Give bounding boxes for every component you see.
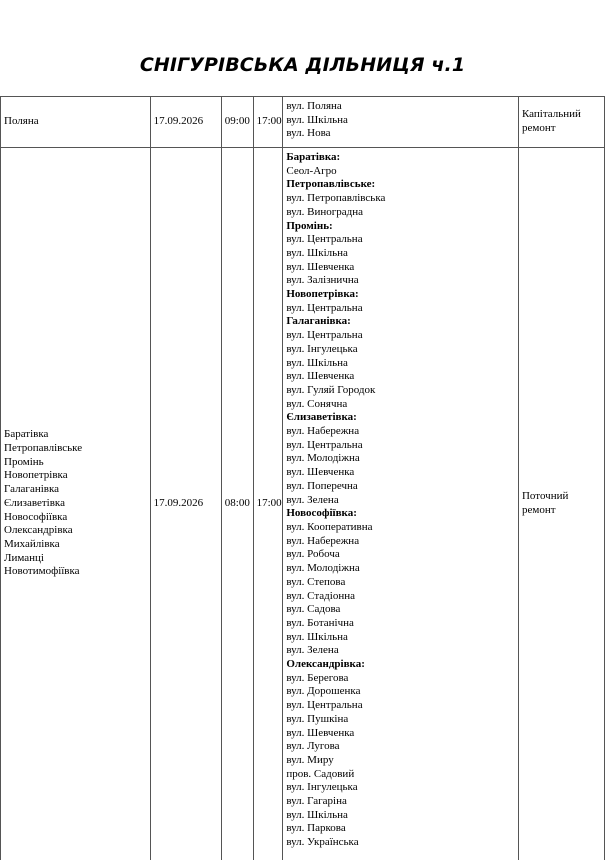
end-time-cell: 17:00 xyxy=(253,148,283,860)
work-type-text: Поточний xyxy=(521,490,569,503)
street-item: вул. Нова xyxy=(286,127,331,140)
start-time-cell: 08:00 xyxy=(221,148,253,860)
street-item: вул. Шевченка xyxy=(286,466,355,479)
street-item: вул. Шевченка xyxy=(286,370,355,383)
settlement-heading: Промінь: xyxy=(286,219,333,232)
street-item: вул. Центральна xyxy=(286,329,363,342)
street-item: вул. Миру xyxy=(286,753,334,766)
settlement-name: Баратівка xyxy=(4,428,49,441)
table-row xyxy=(1,148,605,860)
settlement-heading: Новопетрівка: xyxy=(286,288,359,301)
street-item: вул. Кооперативна xyxy=(286,520,373,533)
streets-cell xyxy=(283,148,519,860)
street-item: вул. Шкільна xyxy=(286,113,348,126)
settlement-name: Галаганівка xyxy=(4,483,60,496)
street-item: вул. Шкільна xyxy=(286,356,348,369)
street-item: вул. Набережна xyxy=(286,534,360,547)
settlements-cell xyxy=(1,148,151,860)
street-item: вул. Центральна xyxy=(286,438,363,451)
settlement-heading: Петропавлівське: xyxy=(286,178,376,191)
work-type-text: ремонт xyxy=(521,122,556,134)
settlement-name: Поляна xyxy=(4,115,39,128)
street-item: вул. Стадіонна xyxy=(286,589,355,602)
settlement-name: Новософіївка xyxy=(4,510,68,523)
outage-schedule-table xyxy=(0,96,605,860)
settlement-heading: Баратівка: xyxy=(286,151,341,163)
street-item: пров. Садовий xyxy=(286,767,355,780)
settlement-name: Михайлівка xyxy=(4,538,60,550)
settlement-name: Новопетрівка xyxy=(4,469,68,482)
work-type-cell xyxy=(518,148,604,860)
streets-cell xyxy=(283,97,519,148)
street-item: вул. Набережна xyxy=(286,425,360,438)
work-type-text: ремонт xyxy=(521,503,556,516)
settlement-name: Новотимофіївка xyxy=(4,565,80,578)
street-item: вул. Центральна xyxy=(286,699,363,712)
street-item: вул. Зелена xyxy=(286,493,339,506)
settlement-heading: Олександрівка: xyxy=(286,658,365,671)
street-item: вул. Залізнична xyxy=(286,274,359,287)
settlements-cell xyxy=(1,97,151,148)
settlement-name: Олександрівка xyxy=(4,524,73,537)
street-item: вул. Інгулецька xyxy=(286,342,358,355)
settlement-heading: Новософіївка: xyxy=(286,507,357,520)
street-item: вул. Шкільна xyxy=(286,246,348,259)
street-item: вул. Степова xyxy=(286,575,346,588)
street-item: вул. Лугова xyxy=(286,740,340,753)
settlement-heading: Єлизаветівка: xyxy=(286,411,357,424)
street-item: вул. Інгулецька xyxy=(286,781,358,794)
street-item: вул. Петропавлівська xyxy=(286,192,386,205)
street-item: вул. Пушкіна xyxy=(286,712,349,725)
street-item: вул. Молодіжна xyxy=(286,562,360,575)
street-item: вул. Шевченка xyxy=(286,726,355,739)
document-title: СНІГУРІВСЬКА ДІЛЬНИЦЯ ч.1 xyxy=(139,54,466,76)
street-item: вул. Ботанічна xyxy=(286,616,354,629)
street-item: вул. Поляна xyxy=(286,100,342,112)
street-item: вул. Робоча xyxy=(286,548,340,561)
work-type-text: Капітальний xyxy=(521,108,581,121)
street-item: вул. Сонячна xyxy=(286,397,348,410)
settlement-name: Петропавлівське xyxy=(4,442,83,455)
settlement-name: Промінь xyxy=(4,455,44,468)
end-time-cell: 17:00 xyxy=(253,97,283,148)
street-item: вул. Центральна xyxy=(286,301,363,314)
street-item: вул. Дорошенка xyxy=(286,685,361,698)
street-item: вул. Шкільна xyxy=(286,630,348,643)
street-item: вул. Шкільна xyxy=(286,808,348,821)
street-item: вул. Гагаріна xyxy=(286,795,347,808)
table-row xyxy=(1,97,605,148)
date-cell: 17.09.2026 xyxy=(150,148,221,860)
street-item: вул. Зелена xyxy=(286,644,339,657)
settlement-name: Єлизаветівка xyxy=(4,496,65,509)
settlement-name: Лиманці xyxy=(4,551,44,564)
start-time-cell: 09:00 xyxy=(221,97,253,148)
work-type-cell xyxy=(518,97,604,148)
street-item: вул. Молодіжна xyxy=(286,452,360,465)
street-item: Сеол-Агро xyxy=(286,164,337,177)
street-item: вул. Берегова xyxy=(286,671,349,684)
street-item: вул. Паркова xyxy=(286,822,346,835)
street-item: вул. Поперечна xyxy=(286,479,358,492)
street-item: вул. Українська xyxy=(286,836,359,849)
street-item: вул. Садова xyxy=(286,603,341,616)
street-item: вул. Шевченка xyxy=(286,260,355,273)
street-item: вул. Гуляй Городок xyxy=(286,383,376,396)
date-cell: 17.09.2026 xyxy=(150,97,221,148)
settlement-heading: Галаганівка: xyxy=(286,315,351,328)
street-item: вул. Центральна xyxy=(286,233,363,246)
street-item: вул. Виноградна xyxy=(286,205,364,218)
